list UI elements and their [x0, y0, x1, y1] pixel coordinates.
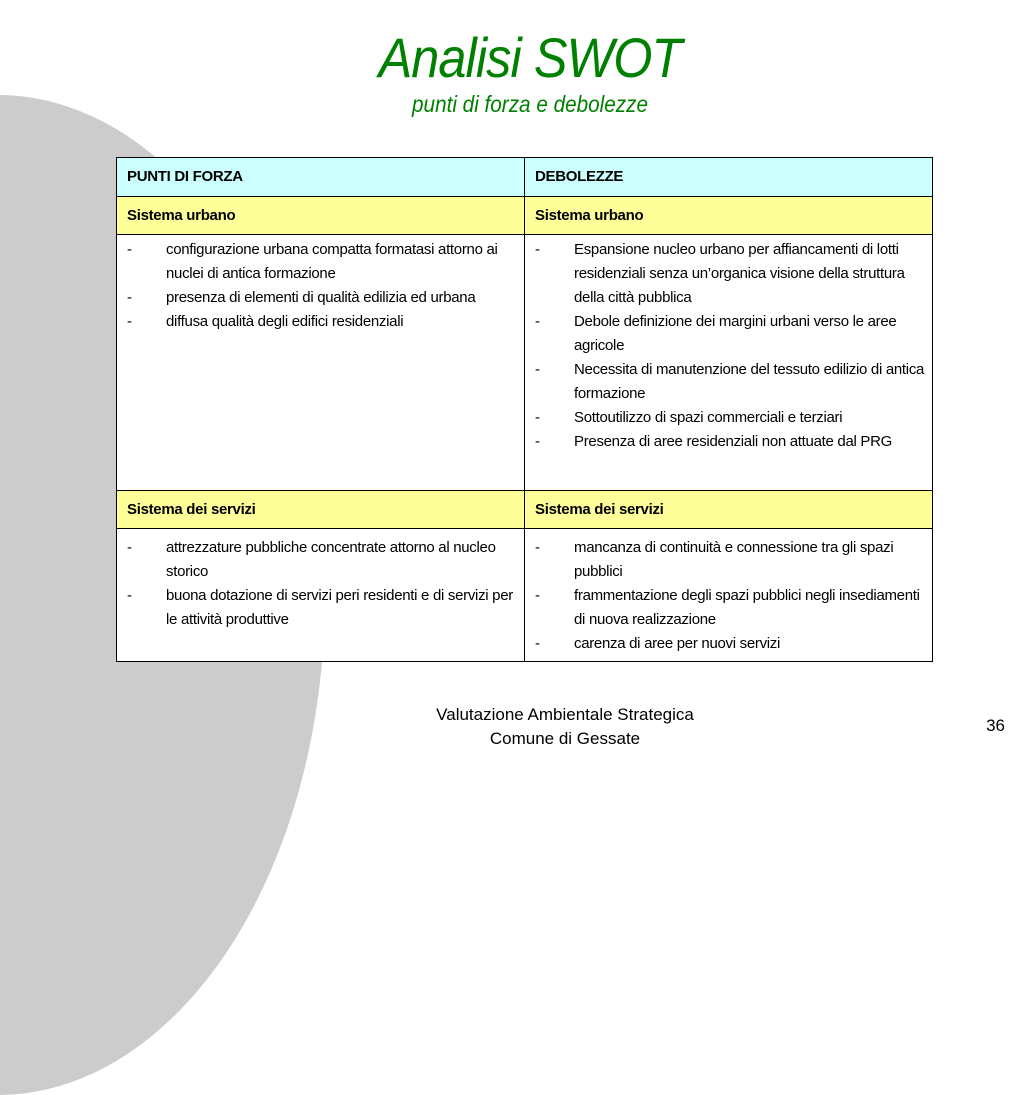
- section-content-row: [117, 529, 933, 662]
- section-label: Sistema urbano: [117, 197, 525, 235]
- section-label: Sistema dei servizi: [525, 491, 933, 529]
- weaknesses-list: [535, 238, 926, 454]
- footer: [360, 703, 770, 751]
- section-label: Sistema dei servizi: [117, 491, 525, 529]
- footer-line-2: Comune di Gessate: [489, 729, 641, 748]
- list-item: - Sottoutilizzo di spazi commerciali e terziari: [535, 406, 926, 430]
- strengths-cell: [117, 235, 525, 491]
- swot-table: [116, 157, 933, 662]
- list-item: - diffusa qualità degli edifici residenziali: [127, 310, 518, 334]
- list-item: - mancanza di continuità e connessione tra gli spazi pubblici: [535, 536, 926, 584]
- list-item: - configurazione urbana compatta formatasi attorno ai nuclei di antica formazione: [127, 238, 518, 286]
- footer-line-1: Valutazione Ambientale Strategica: [436, 705, 694, 724]
- table-header-row: [117, 158, 933, 197]
- section-content-row: [117, 235, 933, 491]
- header-strengths: PUNTI DI FORZA: [117, 158, 525, 197]
- section-label: Sistema urbano: [525, 197, 933, 235]
- list-item: - attrezzature pubbliche concentrate attorno al nucleo storico: [127, 536, 518, 584]
- strengths-list: [127, 536, 518, 632]
- list-item: - Debole definizione dei margini urbani verso le aree agricole: [535, 310, 926, 358]
- list-item: - Espansione nucleo urbano per affiancamenti di lotti residenziali senza un’organica visione della struttura della città pubblica: [535, 238, 926, 310]
- section-row: [117, 491, 933, 529]
- list-item: - Presenza di aree residenziali non attuate dal PRG: [535, 430, 926, 454]
- list-item: - Necessita di manutenzione del tessuto edilizio di antica formazione: [535, 358, 926, 406]
- list-item: - buona dotazione di servizi peri residenti e di servizi per le attività produttive: [127, 584, 518, 632]
- weaknesses-list: [535, 536, 926, 656]
- weaknesses-cell: [525, 529, 933, 662]
- list-item: - frammentazione degli spazi pubblici negli insediamenti di nuova realizzazione: [535, 584, 926, 632]
- page-number: 36: [986, 716, 1005, 735]
- list-item: - presenza di elementi di qualità edilizia ed urbana: [127, 286, 518, 310]
- strengths-cell: [117, 529, 525, 662]
- list-item: - carenza di aree per nuovi servizi: [535, 632, 926, 656]
- weaknesses-cell: [525, 235, 933, 491]
- section-row: [117, 197, 933, 235]
- slide-title: Analisi SWOT: [378, 26, 682, 89]
- slide-subtitle: punti di forza e debolezze: [412, 91, 648, 117]
- strengths-list: [127, 238, 518, 334]
- header-weaknesses: DEBOLEZZE: [525, 158, 933, 197]
